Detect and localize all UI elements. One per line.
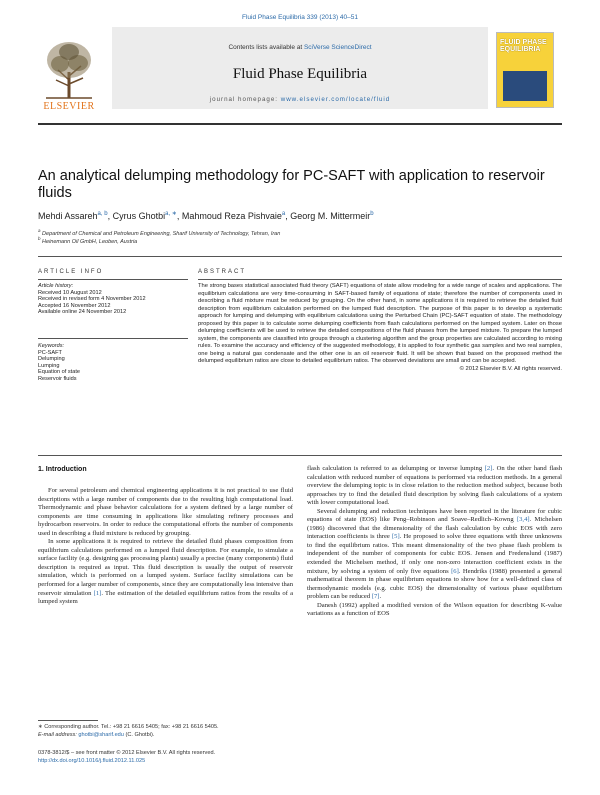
email-suffix: (C. Ghotbi). <box>123 731 155 738</box>
abstract-heading: ABSTRACT <box>198 269 247 275</box>
affiliation-text: Heinemann Oil GmbH, Leoben, Austria <box>42 238 138 245</box>
author-affiliation-mark[interactable]: a, ∗ <box>165 211 177 217</box>
sciencedirect-link[interactable]: SciVerse ScienceDirect <box>303 44 372 51</box>
copyright-notice: © 2012 Elsevier B.V. All rights reserved. <box>459 366 562 373</box>
body-rule <box>38 455 562 456</box>
header-rule <box>38 123 562 125</box>
author-name: Mehdi Assareh <box>38 211 98 221</box>
homepage-link[interactable]: www.elsevier.com/locate/fluid <box>280 96 391 103</box>
keyword: PC-SAFT <box>38 349 62 356</box>
history-label: Article history: <box>38 283 74 289</box>
affiliation <box>38 236 137 245</box>
affiliation-mark: b <box>38 236 41 241</box>
footnotes <box>38 724 293 739</box>
doi-link[interactable]: http://dx.doi.org/10.1016/j.fluid.2012.11.025 <box>38 757 146 764</box>
history-item: Received in revised form 4 November 2012 <box>38 296 146 303</box>
homepage-prefix: journal homepage: <box>209 96 281 103</box>
section-rule <box>38 256 562 257</box>
paragraph: Danesh (1992) applied a modified version of the Wilson equation for describing K-value variations as a function of EOS <box>307 601 562 618</box>
issn-line: 0378-3812/$ – see front matter © 2012 Elsevier B.V. All rights reserved. <box>38 750 216 756</box>
affiliation-text: Department of Chemical and Petroleum Engineering, Sharif University of Technology, Tehran, Iran <box>42 230 281 237</box>
paragraph-text: . <box>379 593 382 601</box>
citation-link[interactable]: [7] <box>371 593 380 601</box>
corresponding-author-note: ∗ Corresponding author. Tel.: +98 21 6616 5405; fax: +98 21 6616 5405. <box>38 724 219 730</box>
introduction-heading: 1. Introduction <box>38 466 87 473</box>
abstract-body <box>198 283 562 374</box>
contents-prefix: Contents lists available at <box>228 44 304 51</box>
author-name: Georg M. Mittermeir <box>290 211 371 221</box>
keywords-label: Keywords: <box>38 343 65 349</box>
publisher-name: ELSEVIER <box>43 101 95 112</box>
paragraph-text: Several delumping and reduction techniques have been reported in the literature for cubic equations of state (EOS) like Peng–Robinson and Soave–Redlich–Kowng <box>307 507 562 524</box>
paragraph <box>38 538 293 606</box>
citation-link[interactable]: [1] <box>93 589 102 597</box>
paragraph-text: . Hendriks (1988) presented a general mathematical theorem in phase equilibrium equations to show how for a well-defined class of thermodynamic models (e.g. cubic EOS) the dimensionality of various phase equilibrium problem can be reduced <box>307 567 562 601</box>
paper-title: An analytical delumping methodology for PC-SAFT with application to reservoir fluids <box>38 168 545 201</box>
paragraph <box>307 508 562 602</box>
citation-link[interactable]: [6] <box>451 567 459 575</box>
article-info-heading: ARTICLE INFO <box>38 269 104 275</box>
journal-reference[interactable]: Fluid Phase Equilibria 339 (2013) 40–51 <box>242 14 358 21</box>
article-history <box>38 283 188 316</box>
cover-graphic <box>503 71 547 101</box>
citation-link[interactable]: [2] <box>484 465 493 472</box>
abstract-text: The strong bases statistical associated fluid theory (SAFT) equations of state allow modeling for a wide range of scales and applications. The equilibrium calculations are very time-consuming in SAFT-based family of equations of state; therefore the number of components used in describing a fluid mixture must be reduced by grouping. On the other hand, in some applications it is required to retrieve the detailed fluid description from equilibrium calculation performed on the lumped fluid description. The purpose of this paper is to develop a systematic approach for lumping and delumping with equilibrium calculations using the Perturbed Chain (PC)-SAFT equation of state. The methodology proposed by this paper is to calculate some delumping coefficients from flash calculations performed on the lumped system. Later on those delumping coefficients will be used to retrieve the detailed compositions of the fluid phases from the lumped mixture. To prepare the lumped system, the components are classified into groups through a clustering algorithm and the group properties are calculated according to mixing rules. To examine the accuracy and efficiency of the suggested methodology, it is applied to four synthetic gas samples and two real samples, one being a natural gas condensate and the other one is an oil reservoir fluid. It will be shown that based on the proposed method the delumped equilibrium ratios are close to detailed equilibrium ratios. The observed deviations are small and can be accepted. <box>198 283 562 365</box>
paragraph-text: . Michelsen (1986) discovered that the dimensionality of the flash calculation by cubic EOS with zero interaction coefficients is three <box>307 516 562 541</box>
keyword: Lumping <box>38 362 60 369</box>
cover-title: FLUID PHASE EQUILIBRIA <box>500 39 547 53</box>
body-column-right <box>307 465 562 619</box>
author-affiliation-mark[interactable]: b <box>370 211 374 217</box>
journal-title: Fluid Phase Equilibria <box>232 66 368 82</box>
keyword: Equation of state <box>38 369 80 376</box>
paragraph-text: . The estimation of the detailed equilibrium ratios from the results of a lumped system <box>38 589 293 606</box>
paragraph-text: In some applications it is required to retrieve the detailed fluid phases composition from equilibrium calculations performed on a lumped fluid description. For example, to simulate a surface facility (e.g. designing gas processing plants) usually a precise (many components) fluid description is required as input. This fluid description is usually the output of reservoir simulation, which is performed on a lumped system. Surface facility simulations can be performed for a larger number of components, since they are computationally less intensive than reservoir simulation <box>38 538 293 597</box>
abstract-rule <box>198 279 562 280</box>
keyword: Reservoir fluids <box>38 375 77 382</box>
journal-cover-image <box>496 32 554 108</box>
author-list: Mehdi Assareh$^{a, b}$, Cyrus Ghotbi$^{a, ∗}$, Mahmoud Reza Pishvaie$^a$, Georg M. Mittermeir$^b$ <box>38 211 374 221</box>
footnote-rule <box>38 720 98 721</box>
front-matter-info <box>38 750 293 765</box>
keywords-rule <box>38 338 188 339</box>
paragraph-text: . On the other hand flash calculation with reduced number of equations is performed via reduction methods. In a general overview the delumping topic is in close relation to the reduction method subject, because both approaches try to find the detailed fluid description by solving flash calculations of a system with lower computational load. <box>307 465 563 507</box>
article-info-rule <box>38 279 188 280</box>
keyword: Delumping <box>38 356 65 363</box>
elsevier-tree-logo-icon <box>38 36 100 102</box>
history-item: Available online 24 November 2012 <box>38 309 127 316</box>
history-item: Accepted 16 November 2012 <box>38 302 111 309</box>
paragraph-text: flash calculation is referred to as delumping or inverse lumping <box>307 465 485 472</box>
keywords <box>38 343 188 383</box>
citation-link[interactable]: [3,4] <box>516 516 530 524</box>
paragraph <box>307 465 562 508</box>
author-name: Mahmoud Reza Pishvaie <box>181 211 282 221</box>
history-item: Received 10 August 2012 <box>38 289 102 296</box>
author-affiliation-mark[interactable]: a <box>281 211 286 217</box>
email-link[interactable]: ghotbi@sharif.edu <box>78 731 124 738</box>
paragraph: For several petroleum and chemical engineering applications it is not practical to use fluid descriptions with a large number of components due to the resulting high computational load. Thermodynamic and phase behavior calculations for a system defined by a large number of components are time consuming in applications like simulating refinery processes and hydrocarbon reservoirs. In order to reduce the computational efforts the number of components used in describing a fluid mixture is reduced by grouping. <box>38 487 293 537</box>
email-label: E-mail address: <box>38 731 79 738</box>
journal-homepage <box>112 96 488 103</box>
paragraph-text: . He proposed to solve three equations with three unknowns to find the equilibrium ratios. This meant dimensionality of the two phase flash problem is independent of the number of components for cubic EOS. Jensen and Fredenslund (1987) extended the Michelsen method, if only one non-zero interaction coefficient exists in the mixture, by solving a system of only five equations <box>307 533 562 575</box>
author-affiliation-mark[interactable]: a, b <box>97 211 108 217</box>
author-name: Cyrus Ghotbi <box>112 211 166 221</box>
citation-link[interactable]: [5] <box>391 533 400 541</box>
affiliation-mark: a <box>38 228 41 233</box>
body-column-left <box>38 487 293 607</box>
